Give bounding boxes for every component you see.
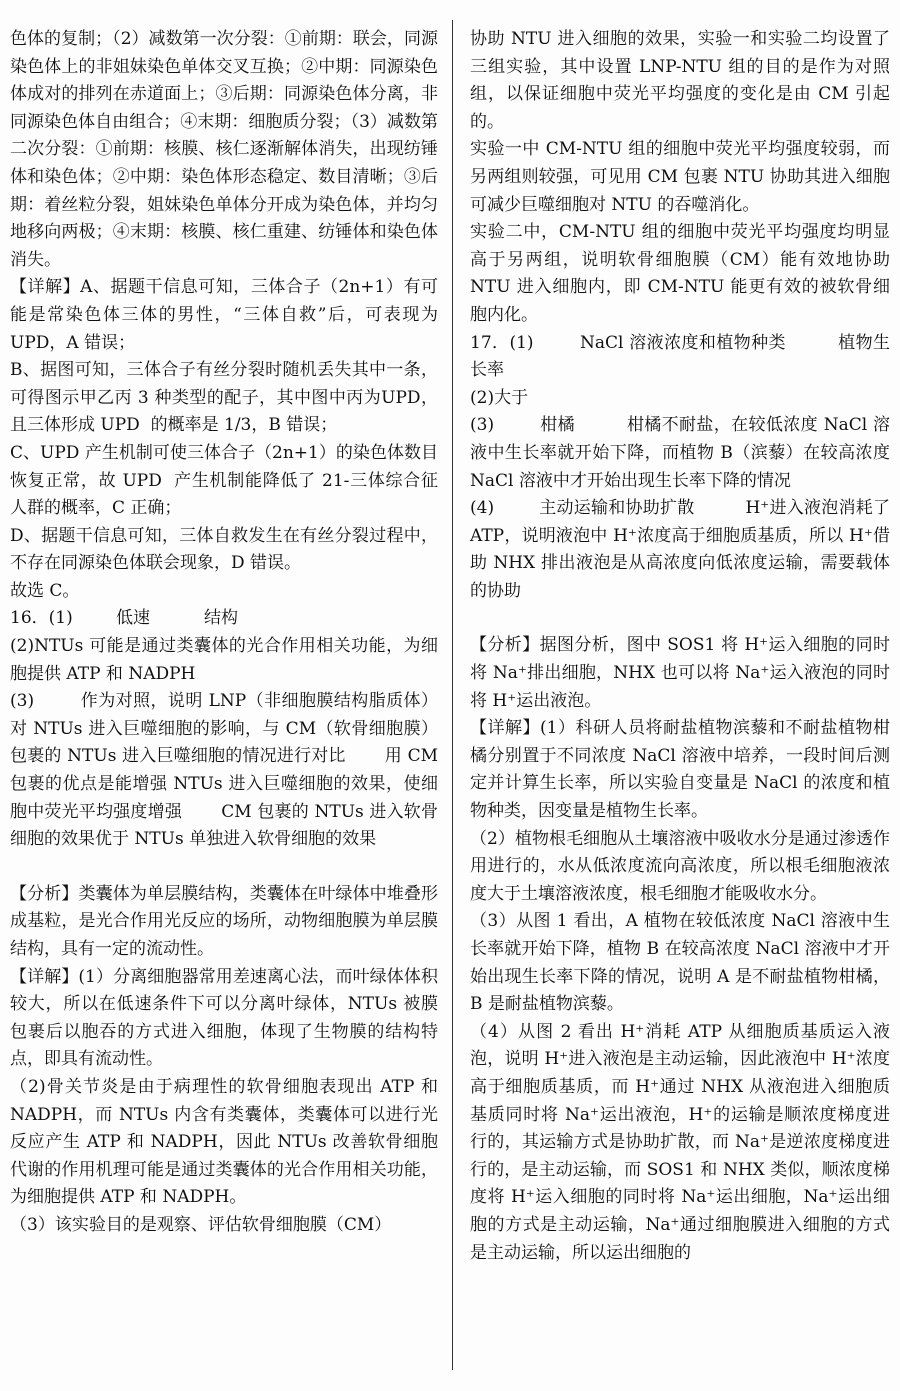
q16-detail-2: （2)骨关节炎是由于病理性的软骨细胞表现出 ATP 和 NADPH，而 NTUs 内含有类囊体，类囊体可以进行光反应产生 ATP 和 NADPH，因此 NTUs 改善软骨细胞代谢的作用机理可能是通过类囊体的光合作用相关功能，为细胞提供 ATP 和 NADPH。 <box>10 1076 444 1208</box>
q17-answer-2: (2)大于 <box>470 387 529 408</box>
paragraph-detail-b: B、据图可知，三体合子有丝分裂时随机丢失其中一条，可得图示甲乙丙 3 种类型的配子，其中图中丙为UPD， 且三体形成 UPD 的概率是 1/3，B 错误； <box>10 360 449 436</box>
q16-detail-1: 【详解】(1）分离细胞器常用差速离心法，而叶绿体体积较大，所以在低速条件下可以分离叶绿体，NTUs 被膜包裹后以胞吞的方式进入细胞，体现了生物膜的结构特点，即具有流动性。 <box>10 966 438 1070</box>
q17-answer-3: (3) 柑橘 柑橘不耐盐，在较低浓度 NaCl 溶液中生长率就开始下降，而植物 B（滨藜）在较高浓度 NaCl 溶液中才开始出现生长率下降的情况 <box>470 415 896 491</box>
q17-detail-1: 【详解】(1）科研人员将耐盐植物滨藜和不耐盐植物柑橘分别置于不同浓度 NaCl 溶液中培养，一段时间后测定并计算生长率，所以实验自变量是 NaCl 的浓度和植物种类，因变量是植物生长率。 <box>470 718 890 822</box>
q16-answer-3: (3) 作为对照，说明 LNP（非细胞膜结构脂质体）对 NTUs 进入巨噬细胞的影响，与 CM（软骨细胞膜）包裹的 NTUs 进入巨噬细胞的情况进行对比 用 CM 包裹的优点是能增强 NTUs 进入巨噬细胞的效果，使细胞中荧光平均强度增强 CM 包裹的 NTUs 进入软骨细胞的效果优于 NTUs 单独进入软骨细胞的效果 <box>10 691 444 850</box>
paragraph-meiosis-summary: 色体的复制；（2）减数第一次分裂：①前期：联会，同源染色体上的非姐妹染色单体交叉互换；②中期：同源染色体成对的排列在赤道面上；③后期：同源染色体分离，非同源染色体自由组合；④末期：细胞质分裂；（3）减数第二次分裂：①前期：核膜、核仁逐渐解体消失，出现纺锤体和染色体；②中期：染色体形态稳定、数目清晰；③后期：着丝粒分裂，姐妹染色单体分开成为染色体，并均匀地移向两极；④末期：核膜、核仁重建、纺锤体和染色体消失。 <box>10 29 438 270</box>
paragraph-detail-c: C、UPD 产生机制可使三体合子（2n+1）的染色体数目恢复正常，故 UPD 产生机制能降低了 21-三体综合征人群的概率，C 正确； <box>10 442 438 519</box>
paragraph-answer-choice: 故选 C。 <box>10 580 80 601</box>
q17-detail-4: （4）从图 2 看出 H⁺消耗 ATP 从细胞质基质运入液泡，说明 H⁺进入液泡是主动运输，因此液泡中 H⁺浓度高于细胞质基质，而 H⁺通过 NHX 从液泡进入细胞质基质同时将 Na⁺运出液泡，H⁺的运输是顺浓度梯度进行的，其运输方式是协助扩散，而 Na⁺是逆浓度梯度进行的，是主动运输，而 SOS1 和 NHX 类似，顺浓度梯度将 H⁺运入细胞的同时将 Na⁺运出细胞，Na⁺运出细胞的方式是主动运输，Na⁺通过细胞膜进入细胞的方式是主动运输，所以运出细胞的 <box>470 1021 890 1263</box>
q17-detail-3: （3）从图 1 看出，A 植物在较低浓度 NaCl 溶液中生长率就开始下降，植物 B 在较高浓度 NaCl 溶液中才开始出现生长率下降的情况，说明 A 是不耐盐植物柑橘，B 是耐盐植物滨藜。 <box>470 911 890 1015</box>
q17-analysis: 【分析】据图分析，图中 SOS1 将 H⁺运入细胞的同时将 Na⁺排出细胞，NHX 也可以将 Na⁺运入液泡的同时将 H⁺运出液泡。 <box>470 635 890 711</box>
q16-answer-1: 16．(1) 低速 结构 <box>10 608 238 629</box>
q16-detail-3-start: （3）该实验目的是观察、评估软骨细胞膜（CM） <box>10 1214 392 1235</box>
q16-experiment-two: 实验二中，CM-NTU 组的细胞中荧光平均强度均明显高于另两组，说明软骨细胞膜（CM）能有效地协助 NTU 进入细胞内，即 CM-NTU 能更有效的被软骨细胞内化。 <box>470 222 896 325</box>
q16-answer-2: (2)NTUs 可能是通过类囊体的光合作用相关功能，为细胞提供 ATP 和 NADPH <box>10 636 438 684</box>
paragraph-detail-d: D、据题干信息可知，三体自救发生在有丝分裂过程中，不存在同源染色体联会现象，D 错误。 <box>10 525 438 574</box>
q16-detail-3-cont: 协助 NTU 进入细胞的效果，实验一和实验二均设置了三组实验，其中设置 LNP-NTU 组的目的是作为对照组，以保证细胞中荧光平均强度的变化是由 CM 引起的。 <box>470 29 890 132</box>
q17-detail-2: （2）植物根毛细胞从土壤溶液中吸收水分是通过渗透作用进行的，水从低浓度流向高浓度，所以根毛细胞液浓度大于土壤溶液浓度，根毛细胞才能吸收水分。 <box>470 828 890 904</box>
q16-experiment-one: 实验一中 CM-NTU 组的细胞中荧光平均强度较弱，而另两组则较强，可见用 CM 包裹 NTU 协助其进入细胞可减少巨噬细胞对 NTU 的吞噬消化。 <box>470 139 890 215</box>
q16-analysis: 【分析】类囊体为单层膜结构，类囊体在叶绿体中堆叠形成基粒，是光合作用光反应的场所，动物细胞膜为单层膜结构，具有一定的流动性。 <box>10 883 438 959</box>
q17-answer-4: (4) 主动运输和协助扩散 H⁺进入液泡消耗了 ATP，说明液泡中 H⁺浓度高于细胞质基质，所以 H⁺借助 NHX 排出液泡是从高浓度向低浓度运输，需要载体的协助 <box>470 498 896 601</box>
paragraph-detail-a: 【详解】A、据题干信息可知，三体合子（2n+1）有可能是常染色体三体的男性，“三体自救”后，可表现为UPD，A 错误； <box>10 277 438 353</box>
right-column <box>470 26 896 1267</box>
left-column <box>10 26 449 1240</box>
q17-answer-1: 17．(1) NaCl 溶液浓度和植物种类 植物生长率 <box>470 332 890 381</box>
column-divider <box>452 20 453 1370</box>
